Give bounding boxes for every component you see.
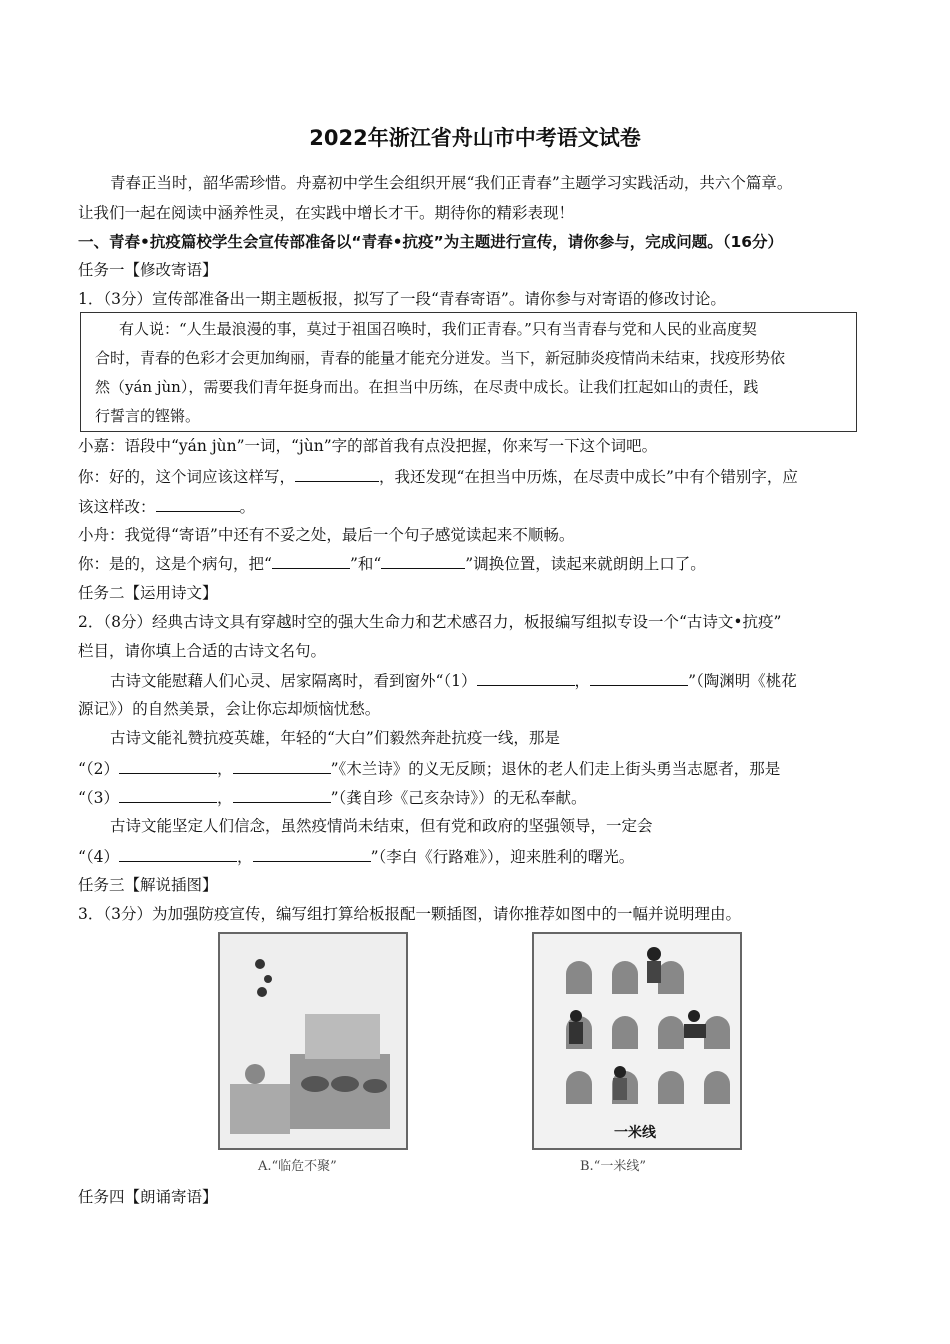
poem-comma-4: ， <box>237 848 253 866</box>
figure-b-image[interactable] <box>532 932 742 1150</box>
box-line-3: 然（yán jùn），需要我们青年挺身而出。在担当中历练，在尽责中成长。让我们扛起如山的责任，践 <box>95 378 759 396</box>
question-3: 3．（3分）为加强防疫宣传，编写组打算给板报配一颗插图，请你推荐如图中的一幅并说明理由。 <box>78 905 741 923</box>
box-line-2: 合时，青春的色彩才会更加绚丽，青春的能量才能充分迸发。当下，新冠肺炎疫情尚未结束，找疫形势依 <box>95 349 786 367</box>
intro-line-1: 青春正当时，韶华需珍惜。舟嘉初中学生会组织开展“我们正青春”主题学习实践活动，共六个篇章。 <box>110 174 793 192</box>
poem-num-2: “（2） <box>78 760 120 778</box>
message-box <box>80 312 857 432</box>
poem-para-3: 古诗文能坚定人们信念，虽然疫情尚未结束，但有党和政府的坚强领导，一定会 <box>110 817 653 835</box>
dialogue-1: 小嘉：语段中“yán jùn”一词，“jùn”字的部首我有点没把握，你来写一下这个词吧。 <box>78 437 658 455</box>
poem-blank-2a[interactable] <box>119 757 217 774</box>
task1-label: 任务一【修改寄语】 <box>78 261 218 279</box>
poem-comma-3: ， <box>217 789 233 807</box>
dialogue-5 <box>78 552 872 575</box>
poem-blank-1b[interactable] <box>590 669 688 686</box>
poem-para-2: 古诗文能礼赞抗疫英雄，年轻的“大白”们毅然奔赴抗疫一线，那是 <box>110 729 560 747</box>
dialogue-2-text-b: ，我还发现“在担当中历炼，在尽责中成长”中有个错别字，应 <box>379 468 798 486</box>
poem-para-2-line-2 <box>78 757 872 780</box>
poem-para-2-line-3 <box>78 786 872 809</box>
figure-b-illustration <box>534 934 740 1148</box>
question-1: 1．（3分）宣传部准备出一期主题板报，拟写了一段“青春寄语”。请你参与对寄语的修改讨论。 <box>78 290 726 308</box>
dialogue-4: 小舟：我觉得“寄语”中还有不妥之处，最后一个句子感觉读起来不顺畅。 <box>78 526 575 544</box>
dialogue-2 <box>78 465 872 488</box>
poem-num-3: “（3） <box>78 789 120 807</box>
question-2-line-1: 2．（8分）经典古诗文具有穿越时空的强大生命力和艺术感召力，板报编写组拟专设一个“古诗文•抗疫” <box>78 613 782 631</box>
poem-blank-1a[interactable] <box>477 669 575 686</box>
box-line-1: 有人说：“人生最浪漫的事，莫过于祖国召唤时，我们正青春。”只有当青春与党和人民的业高度契 <box>119 320 757 338</box>
poem-comma-2: ， <box>217 760 233 778</box>
dialogue-3-text-b: 。 <box>239 498 256 516</box>
poem-blank-4a[interactable] <box>119 845 237 862</box>
poem-para-2-text-g: ”（龚自珍《己亥杂诗》）的无私奉献。 <box>330 789 587 807</box>
intro-line-2: 让我们一起在阅读中涵养性灵，在实践中增长才干。期待你的精彩表现！ <box>78 204 575 222</box>
poem-para-3-text-d: ”（李白《行路难》），迎来胜利的曙光。 <box>370 848 635 866</box>
answer-blank-swap-1[interactable] <box>272 552 350 569</box>
poem-para-1 <box>78 669 872 692</box>
task2-label: 任务二【运用诗文】 <box>78 584 218 602</box>
dialogue-5-text-a: 你：是的，这是个病句，把“ <box>78 555 272 573</box>
poem-num-4: “（4） <box>78 848 120 866</box>
figure-a-illustration <box>220 934 406 1148</box>
answer-blank-typo[interactable] <box>156 495 240 512</box>
poem-para-1-text-a: 古诗文能慰藉人们心灵、居家隔离时，看到窗外“（1） <box>110 672 477 690</box>
dialogue-5-text-c: ”调换位置，读起来就朗朗上口了。 <box>465 555 706 573</box>
figure-a-caption: A.“临危不聚” <box>258 1159 337 1174</box>
poem-blank-3a[interactable] <box>119 786 217 803</box>
dialogue-5-text-b: ”和“ <box>349 555 382 573</box>
dialogue-3 <box>78 495 872 518</box>
dialogue-2-text-a: 你：好的，这个词应该这样写， <box>78 468 296 486</box>
poem-para-2-text-d: ”《木兰诗》的义无反顾；退休的老人们走上街头勇当志愿者，那是 <box>330 760 781 778</box>
dialogue-3-text-a: 该这样改： <box>78 498 156 516</box>
answer-blank-swap-2[interactable] <box>381 552 465 569</box>
poem-para-1-comma: ， <box>574 672 591 690</box>
answer-blank-word[interactable] <box>295 465 379 482</box>
figure-a-image[interactable] <box>218 932 408 1150</box>
poem-blank-3b[interactable] <box>233 786 331 803</box>
figure-b-caption: B.“一米线” <box>580 1159 646 1174</box>
figure-b-inner-label: 一米线 <box>614 1125 656 1141</box>
poem-para-3-line-2 <box>78 845 872 868</box>
poem-blank-4b[interactable] <box>253 845 371 862</box>
poem-para-1-cont: 源记》）的自然美景，会让你忘却烦恼忧愁。 <box>78 700 381 718</box>
task3-label: 任务三【解说插图】 <box>78 876 218 894</box>
question-2-line-2: 栏目，请你填上合适的古诗文名句。 <box>78 642 327 660</box>
poem-para-1-text-c: ”（陶渊明《桃花 <box>688 672 797 690</box>
task4-label: 任务四【朗诵寄语】 <box>78 1188 218 1206</box>
section-heading: 一、青春•抗疫篇校学生会宣传部准备以“青春•抗疫”为主题进行宣传，请你参与，完成问题。（16分） <box>78 233 784 251</box>
page-title: 2022年浙江省舟山市中考语文试卷 <box>309 126 641 150</box>
poem-blank-2b[interactable] <box>233 757 331 774</box>
box-line-4: 行誓言的铿锵。 <box>95 407 201 425</box>
